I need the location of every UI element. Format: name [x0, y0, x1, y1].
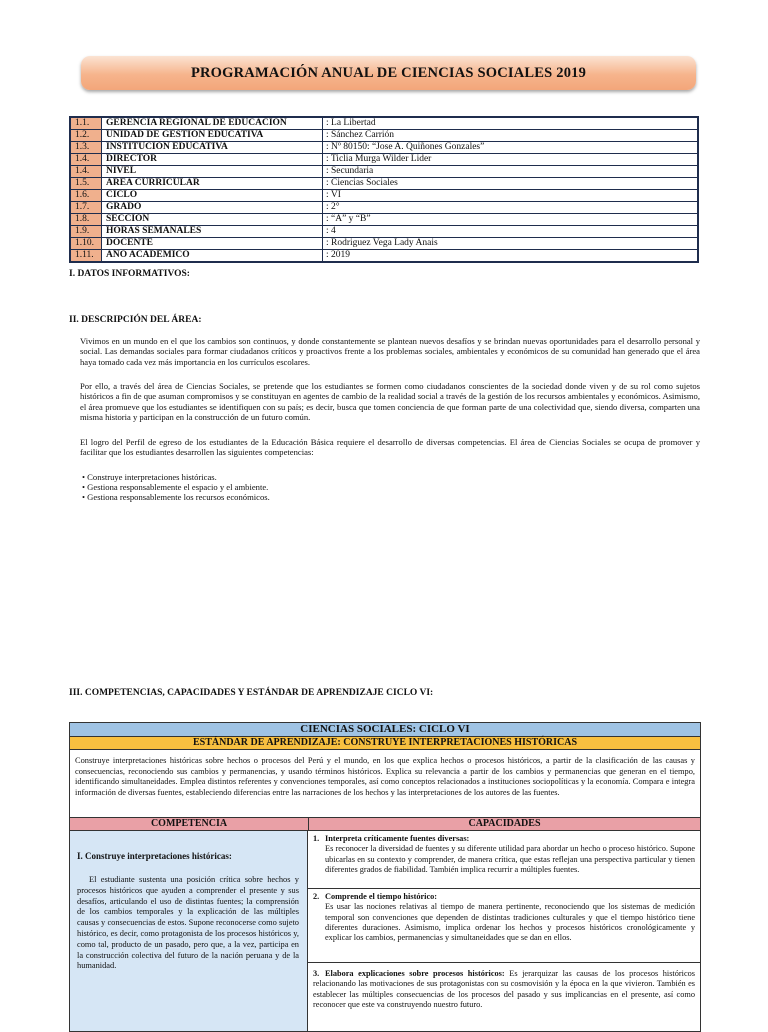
table-body	[70, 831, 700, 1032]
col-capacidades: CAPACIDADES	[309, 818, 700, 830]
info-value: : Ticlia Murga Wilder Lider	[323, 154, 699, 166]
info-label: GERENCIA REGIONAL DE EDUCACIÓN	[102, 117, 323, 130]
info-num: 1.7.	[70, 202, 102, 214]
table-row	[70, 154, 698, 166]
page-title: PROGRAMACIÓN ANUAL DE CIENCIAS SOCIALES 2019	[81, 56, 696, 90]
capacidad-desc: Es reconocer la diversidad de fuentes y su diferente utilidad para abordar un hecho o proceso histórico. Supone ubicarlas en su contexto y comprender, de manera crítica, que estas reflejan una perspectiva particular y tienen diferentes grados de fiabilidad. También implica recurrir a múltiples fuentes.	[325, 844, 695, 874]
info-value: : 4	[323, 226, 699, 238]
info-label: DIRECTOR	[102, 154, 323, 166]
table-row	[70, 130, 698, 142]
info-value: : 2°	[323, 202, 699, 214]
section-competencias: III. COMPETENCIAS, CAPACIDADES Y ESTÁNDAR DE APRENDIZAJE CICLO VI:	[69, 688, 434, 698]
competencias-list	[82, 472, 270, 503]
info-num: 1.11.	[70, 250, 102, 263]
table-row	[70, 250, 698, 263]
info-num: 1.3.	[70, 142, 102, 154]
paragraph-1: Vivimos en un mundo en el que los cambios son continuos, y donde constantemente se plantean nuevos desafíos y se brindan nuevas oportunidades para el desarrollo personal y social. Las demandas sociales para formar ciudadanos críticos y proactivos frente a los problemas sociales, ambientales y económicos de su comunidad han generado que el área haya tomado cada vez más importancia en los currículos escolares.	[80, 336, 700, 367]
info-label: NIVEL	[102, 166, 323, 178]
competencias-table	[69, 722, 701, 1032]
info-label: INSTITUCIÓN EDUCATIVA	[102, 142, 323, 154]
table-row	[70, 238, 698, 250]
info-value: : “A” y “B”	[323, 214, 699, 226]
list-item: • Gestiona responsablemente el espacio y el ambiente.	[82, 482, 270, 492]
info-label: ÁREA CURRICULAR	[102, 178, 323, 190]
section-datos-informativos: I. DATOS INFORMATIVOS:	[69, 269, 190, 279]
info-table	[69, 116, 699, 263]
info-label: CICLO	[102, 190, 323, 202]
competencia-cell	[70, 831, 308, 1032]
info-label: SECCIÓN	[102, 214, 323, 226]
capacidad-1: 1. Interpreta críticamente fuentes diversas: Es reconocer la diversidad de fuentes y su diferente utilidad para abordar un hecho o proceso histórico. Supone ubicarlas en su contexto y comprender, de manera crítica, que estas reflejan una perspectiva particular y tienen diferentes grados de fiabilidad. También implica recurrir a múltiples fuentes.	[308, 831, 700, 889]
competencia-title: I. Construye interpretaciones históricas:	[77, 851, 232, 861]
table-row	[70, 190, 698, 202]
table-row	[70, 117, 698, 130]
info-num: 1.6.	[70, 190, 102, 202]
list-item: • Gestiona responsablemente los recursos económicos.	[82, 492, 270, 502]
table-subheader: ESTÁNDAR DE APRENDIZAJE: CONSTRUYE INTERPRETACIONES HISTÓRICAS	[70, 737, 700, 750]
info-value: : Sánchez Carrión	[323, 130, 699, 142]
capacidades-cell	[308, 831, 700, 1032]
info-label: DOCENTE	[102, 238, 323, 250]
paragraph-3: El logro del Perfil de egreso de los estudiantes de la Educación Básica requiere el desarrollo de diversas competencias. El área de Ciencias Sociales se ocupa de promover y facilitar que los estudiantes desarrollen las siguientes competencias:	[80, 437, 700, 458]
competencia-desc: El estudiante sustenta una posición crítica sobre hechos y procesos históricos que ayuden a comprender el presente y sus desafíos, articulando el uso de distintas fuentes; la comprensión de los cambios temporales y la explicación de las múltiples causas y consecuencias de estos. Supone reconocerse como sujeto histórico, es decir, como protagonista de los procesos históricos y, como tal, producto de un pasado, pero que, a la vez, participa en la construcción colectiva del futuro de la nación peruana y de la humanidad.	[77, 875, 299, 971]
info-num: 1.1.	[70, 117, 102, 130]
table-row	[70, 202, 698, 214]
capacidad-3: 3. Elabora explicaciones sobre procesos históricos: Es jerarquizar las causas de los procesos históricos relacionando las motivaciones de sus protagonistas con su cosmovisión y la época en la que vivieron. También es establecer las múltiples consecuencias de los procesos del pasado y sus implicancias en el presente, así como reconocer que este va construyendo nuestro futuro.	[313, 969, 696, 1009]
info-label: UNIDAD DE GESTIÓN EDUCATIVA	[102, 130, 323, 142]
info-value: : Nº 80150: “Jose A. Quiñones Gonzales”	[323, 142, 699, 154]
info-label: GRADO	[102, 202, 323, 214]
info-num: 1.4.	[70, 154, 102, 166]
capacidad-desc: Es jerarquizar las causas de los procesos históricos relacionando las motivaciones de sus protagonistas con su cosmovisión y la época en la que vivieron. También es establecer las múltiples consecuencias de los procesos del pasado y sus implicancias en el presente, así como reconocer que este va construyendo nuestro futuro.	[313, 969, 696, 1009]
info-value: : La Libertad	[323, 117, 699, 130]
info-num: 1.10.	[70, 238, 102, 250]
info-value: : VI	[323, 190, 699, 202]
capacidad-desc: Es usar las nociones relativas al tiempo de manera pertinente, reconociendo que los sistemas de medición temporal son convenciones que dependen de distintas tradiciones culturales y que el tiempo histórico tiene diferentes duraciones. Asimismo, implica ordenar los hechos y procesos históricos cronológicamente y explicar los cambios, permanencias y simultaneidades que se dan en ellos.	[325, 902, 695, 943]
info-value: : Rodriguez Vega Lady Anais	[323, 238, 699, 250]
paragraph-2: Por ello, a través del área de Ciencias Sociales, se pretende que los estudiantes se formen como ciudadanos conscientes de la sociedad donde viven y de su rol como sujetos históricos a fin de que asuman compromisos y se constituyan en agentes de cambio de la realidad social a través de la gestión de los recursos ambientales y económicos. Asimismo, el área promueve que los estudiantes se identifiquen con su país; es decir, busca que tomen conciencia de que forman parte de una colectividad que, siendo diversa, comparten una misma historia y participan en la construcción de un futuro común.	[80, 381, 700, 423]
info-num: 1.4.	[70, 166, 102, 178]
info-num: 1.8.	[70, 214, 102, 226]
capacidad-title: Comprende el tiempo histórico:	[325, 892, 438, 901]
info-value: : Secundaria	[323, 166, 699, 178]
column-headers	[70, 818, 700, 831]
table-row	[70, 178, 698, 190]
capacidad-title: Interpreta críticamente fuentes diversas:	[325, 834, 470, 843]
table-row	[70, 214, 698, 226]
standard-text: Construye interpretaciones históricas sobre hechos o procesos del Perú y el mundo, en los que explica hechos o procesos históricos, a partir de la clasificación de las causas y consecuencias, reconociendo sus cambios y permanencias, y usando términos históricos. Explica su relevancia a partir de los cambios y permanencias que generan en el tiempo, identificando simultaneidades. Emplea distintos referentes y convenciones temporales, así como conceptos relacionados a instituciones sociopolíticas y la economía. Compara e integra información de diversas fuentes, estableciendo diferencias entre las narraciones de los hechos y las interpretaciones de los autores de las fuentes.	[70, 750, 700, 818]
info-value: : Ciencias Sociales	[323, 178, 699, 190]
info-num: 1.2.	[70, 130, 102, 142]
table-row	[70, 166, 698, 178]
info-value: : 2019	[323, 250, 699, 263]
info-num: 1.9.	[70, 226, 102, 238]
table-row	[70, 226, 698, 238]
capacidad-title: Elabora explicaciones sobre procesos históricos:	[325, 969, 505, 978]
list-item: • Construye interpretaciones históricas.	[82, 472, 270, 482]
info-num: 1.5.	[70, 178, 102, 190]
info-label: HORAS SEMANALES	[102, 226, 323, 238]
capacidad-2: 2. Comprende el tiempo histórico: Es usar las nociones relativas al tiempo de manera pertinente, reconociendo que los sistemas de medición temporal son convenciones que dependen de distintas tradiciones culturales y que el tiempo histórico tiene diferentes duraciones. Asimismo, implica ordenar los hechos y procesos históricos cronológicamente y explicar los cambios, permanencias y simultaneidades que se dan en ellos.	[308, 889, 700, 963]
info-label: AÑO ACADÉMICO	[102, 250, 323, 263]
table-row	[70, 142, 698, 154]
table-header: CIENCIAS SOCIALES: CICLO VI	[70, 723, 700, 737]
col-competencia: COMPETENCIA	[70, 818, 309, 830]
section-descripcion: II. DESCRIPCIÓN DEL ÁREA:	[69, 315, 202, 325]
